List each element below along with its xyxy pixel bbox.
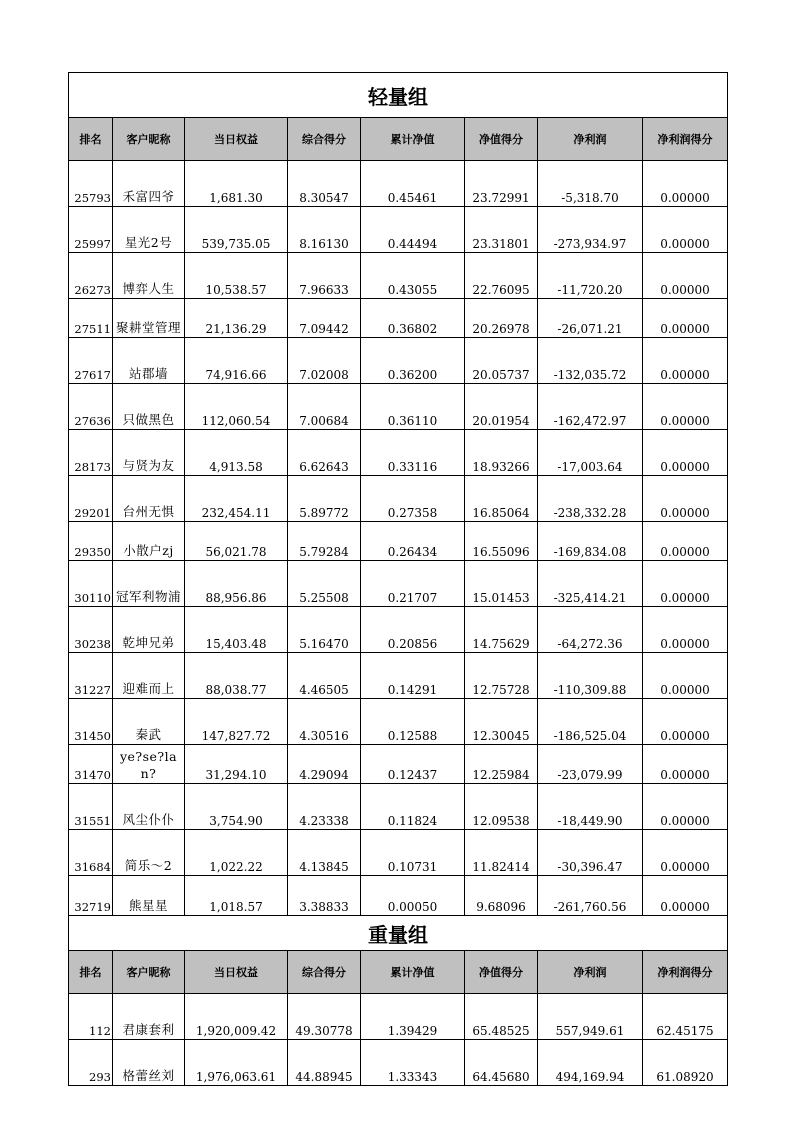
cell-name: 迎难而上 [113,653,185,699]
cell-profit: -23,079.99 [538,745,643,784]
column-header: 当日权益 [185,118,288,161]
cell-profit: -5,318.70 [538,161,643,207]
cell-equity: 31,294.10 [185,745,288,784]
cell-equity: 112,060.54 [185,384,288,430]
column-header: 累计净值 [361,118,465,161]
column-header: 净利润 [538,118,643,161]
column-header: 综合得分 [288,951,361,994]
cell-score: 7.02008 [288,338,361,384]
cell-nav: 1.33343 [361,1040,465,1086]
section-title-row [69,73,728,118]
cell-score: 5.25508 [288,561,361,607]
cell-nav: 0.21707 [361,561,465,607]
cell-score: 49.30778 [288,994,361,1040]
cell-rank: 30238 [69,607,113,653]
table-row [69,994,728,1040]
cell-name: 星光2号 [113,207,185,253]
cell-nav-score: 12.30045 [465,699,538,745]
cell-profit: 557,949.61 [538,994,643,1040]
cell-nav: 0.14291 [361,653,465,699]
table-row [69,784,728,830]
cell-equity: 21,136.29 [185,299,288,338]
column-header: 净利润 [538,951,643,994]
cell-nav: 0.12588 [361,699,465,745]
cell-equity: 147,827.72 [185,699,288,745]
cell-nav-score: 23.72991 [465,161,538,207]
cell-nav: 0.36200 [361,338,465,384]
cell-equity: 232,454.11 [185,476,288,522]
cell-profit: -18,449.90 [538,784,643,830]
table-row [69,653,728,699]
cell-profit: -26,071.21 [538,299,643,338]
table-row [69,561,728,607]
table-row [69,253,728,299]
header-row [69,951,728,994]
cell-name: 秦武 [113,699,185,745]
cell-profit: -238,332.28 [538,476,643,522]
cell-profit: -325,414.21 [538,561,643,607]
column-header: 客户昵称 [113,951,185,994]
cell-nav: 0.45461 [361,161,465,207]
cell-name: 只做黑色 [113,384,185,430]
table-row [69,161,728,207]
cell-nav: 0.11824 [361,784,465,830]
cell-score: 7.09442 [288,299,361,338]
cell-profit-score: 0.00000 [643,207,728,253]
cell-nav-score: 20.26978 [465,299,538,338]
cell-equity: 56,021.78 [185,522,288,561]
cell-profit-score: 0.00000 [643,607,728,653]
cell-profit: -169,834.08 [538,522,643,561]
cell-equity: 1,976,063.61 [185,1040,288,1086]
cell-name: 冠军利物浦 [113,561,185,607]
cell-profit-score: 62.45175 [643,994,728,1040]
cell-profit-score: 0.00000 [643,784,728,830]
cell-profit: 494,169.94 [538,1040,643,1086]
cell-nav-score: 16.85064 [465,476,538,522]
cell-profit: -261,760.56 [538,876,643,916]
cell-rank: 29350 [69,522,113,561]
cell-equity: 74,916.66 [185,338,288,384]
cell-score: 6.62643 [288,430,361,476]
cell-profit-score: 0.00000 [643,699,728,745]
table-row [69,299,728,338]
table-row [69,876,728,916]
cell-profit-score: 0.00000 [643,745,728,784]
cell-rank: 31470 [69,745,113,784]
cell-rank: 27617 [69,338,113,384]
cell-nav: 0.26434 [361,522,465,561]
cell-profit: -11,720.20 [538,253,643,299]
cell-rank: 27636 [69,384,113,430]
cell-equity: 3,754.90 [185,784,288,830]
cell-rank: 32719 [69,876,113,916]
cell-rank: 27511 [69,299,113,338]
cell-nav: 1.39429 [361,994,465,1040]
cell-nav: 0.27358 [361,476,465,522]
section-title-row [69,916,728,951]
cell-nav-score: 12.75728 [465,653,538,699]
cell-equity: 1,022.22 [185,830,288,876]
cell-nav-score: 12.25984 [465,745,538,784]
ranking-sheet [68,72,727,1086]
cell-equity: 15,403.48 [185,607,288,653]
cell-name: 博弈人生 [113,253,185,299]
cell-nav: 0.20856 [361,607,465,653]
cell-name: 聚耕堂管理 [113,299,185,338]
section-title: 重量组 [69,916,728,951]
cell-rank: 29201 [69,476,113,522]
cell-nav-score: 23.31801 [465,207,538,253]
cell-rank: 31551 [69,784,113,830]
cell-score: 8.30547 [288,161,361,207]
cell-name: 小散户zj [113,522,185,561]
cell-nav-score: 15.01453 [465,561,538,607]
cell-profit: -186,525.04 [538,699,643,745]
column-header: 净值得分 [465,118,538,161]
cell-nav-score: 18.93266 [465,430,538,476]
cell-nav: 0.10731 [361,830,465,876]
column-header: 净利润得分 [643,118,728,161]
cell-profit-score: 61.08920 [643,1040,728,1086]
cell-profit-score: 0.00000 [643,338,728,384]
cell-score: 4.46505 [288,653,361,699]
cell-rank: 25793 [69,161,113,207]
cell-score: 5.16470 [288,607,361,653]
cell-name: 乾坤兄弟 [113,607,185,653]
cell-profit: -64,272.36 [538,607,643,653]
table-row [69,1040,728,1086]
cell-rank: 31227 [69,653,113,699]
cell-nav-score: 12.09538 [465,784,538,830]
cell-name: 熊星星 [113,876,185,916]
cell-profit: -132,035.72 [538,338,643,384]
cell-nav: 0.36802 [361,299,465,338]
cell-score: 4.23338 [288,784,361,830]
cell-score: 4.13845 [288,830,361,876]
table-row [69,207,728,253]
cell-nav-score: 20.05737 [465,338,538,384]
cell-score: 7.96633 [288,253,361,299]
cell-profit: -162,472.97 [538,384,643,430]
cell-equity: 4,913.58 [185,430,288,476]
column-header: 当日权益 [185,951,288,994]
cell-equity: 1,920,009.42 [185,994,288,1040]
cell-equity: 539,735.05 [185,207,288,253]
cell-nav-score: 11.82414 [465,830,538,876]
cell-nav: 0.44494 [361,207,465,253]
table-row [69,607,728,653]
cell-profit-score: 0.00000 [643,561,728,607]
cell-profit: -30,396.47 [538,830,643,876]
cell-profit-score: 0.00000 [643,830,728,876]
cell-name: 禾富四爷 [113,161,185,207]
cell-rank: 31684 [69,830,113,876]
cell-profit-score: 0.00000 [643,430,728,476]
column-header: 排名 [69,951,113,994]
cell-profit-score: 0.00000 [643,299,728,338]
column-header: 综合得分 [288,118,361,161]
cell-profit-score: 0.00000 [643,522,728,561]
cell-score: 4.29094 [288,745,361,784]
cell-nav-score: 14.75629 [465,607,538,653]
cell-score: 3.38833 [288,876,361,916]
ranking-table [68,72,728,1086]
cell-nav-score: 64.45680 [465,1040,538,1086]
table-row [69,476,728,522]
cell-nav-score: 16.55096 [465,522,538,561]
cell-name: 与贤为友 [113,430,185,476]
cell-nav-score: 22.76095 [465,253,538,299]
table-row [69,522,728,561]
table-row [69,430,728,476]
cell-score: 44.88945 [288,1040,361,1086]
cell-rank: 25997 [69,207,113,253]
table-row [69,338,728,384]
cell-equity: 88,038.77 [185,653,288,699]
column-header: 排名 [69,118,113,161]
cell-nav: 0.12437 [361,745,465,784]
cell-score: 8.16130 [288,207,361,253]
cell-rank: 112 [69,994,113,1040]
cell-nav-score: 9.68096 [465,876,538,916]
cell-equity: 1,018.57 [185,876,288,916]
cell-rank: 30110 [69,561,113,607]
cell-score: 5.79284 [288,522,361,561]
header-row [69,118,728,161]
cell-equity: 88,956.86 [185,561,288,607]
column-header: 累计净值 [361,951,465,994]
cell-rank: 26273 [69,253,113,299]
cell-score: 7.00684 [288,384,361,430]
table-row [69,830,728,876]
cell-profit: -273,934.97 [538,207,643,253]
cell-rank: 28173 [69,430,113,476]
cell-profit-score: 0.00000 [643,384,728,430]
cell-profit-score: 0.00000 [643,253,728,299]
cell-name: 风尘仆仆 [113,784,185,830]
cell-equity: 1,681.30 [185,161,288,207]
cell-profit-score: 0.00000 [643,161,728,207]
cell-nav: 0.33116 [361,430,465,476]
cell-profit: -110,309.88 [538,653,643,699]
cell-profit: -17,003.64 [538,430,643,476]
cell-score: 4.30516 [288,699,361,745]
cell-name: 台州无惧 [113,476,185,522]
cell-rank: 31450 [69,699,113,745]
cell-name: 站郡墙 [113,338,185,384]
table-row [69,745,728,784]
cell-profit-score: 0.00000 [643,876,728,916]
cell-nav-score: 20.01954 [465,384,538,430]
column-header: 净利润得分 [643,951,728,994]
cell-nav: 0.36110 [361,384,465,430]
table-row [69,384,728,430]
section-title: 轻量组 [69,73,728,118]
cell-nav-score: 65.48525 [465,994,538,1040]
cell-equity: 10,538.57 [185,253,288,299]
cell-nav: 0.43055 [361,253,465,299]
cell-nav: 0.00050 [361,876,465,916]
column-header: 客户昵称 [113,118,185,161]
table-row [69,699,728,745]
cell-profit-score: 0.00000 [643,653,728,699]
cell-name: 君康套利 [113,994,185,1040]
cell-score: 5.89772 [288,476,361,522]
column-header: 净值得分 [465,951,538,994]
cell-name: 简乐～2 [113,830,185,876]
cell-name: 格蕾丝刘 [113,1040,185,1086]
cell-name: ye?se?lan? [113,745,185,784]
cell-rank: 293 [69,1040,113,1086]
cell-profit-score: 0.00000 [643,476,728,522]
